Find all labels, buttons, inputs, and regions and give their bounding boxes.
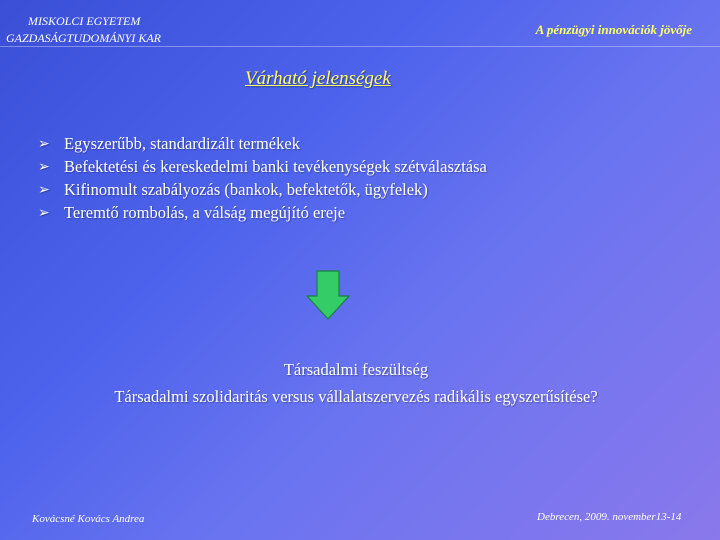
presentation-title: A pénzügyi innovációk jövője [535,22,692,37]
bullet-text: Befektetési és kereskedelmi banki tevékenységek szétválasztása [64,156,487,176]
bullet-item [38,201,487,224]
footer-place-date: Debrecen, 2009. november13-14 [537,511,682,523]
arrow-bullet-icon: ➢ [38,204,50,221]
conclusion-line-1: Társadalmi feszültség [283,360,429,379]
footer-author: Kovácsné Kovács Andrea [32,513,145,525]
bullet-item [38,155,487,178]
arrow-bullet-icon: ➢ [38,158,50,175]
arrow-bullet-icon: ➢ [38,135,50,152]
bullet-item [38,132,487,155]
slide-heading: Várható jelenségek [245,68,391,89]
down-arrow-icon [306,270,350,320]
conclusion-line-2: Társadalmi szolidaritás versus vállalatszervezés radikális egyszerűsítése? [114,387,598,406]
bullet-item [38,178,487,201]
bullet-text: Kifinomult szabályozás (bankok, befektetők, ügyfelek) [64,179,428,199]
faculty-name: GAZDASÁGTUDOMÁNYI KAR [6,31,161,45]
university-name: MISKOLCI EGYETEM [28,14,141,28]
bullet-text: Egyszerűbb, standardizált termékek [64,133,300,153]
arrow-bullet-icon: ➢ [38,181,50,198]
bullet-list [38,132,487,224]
bullet-text: Teremtő rombolás, a válság megújító ereje [64,202,346,222]
header-divider [0,46,720,47]
